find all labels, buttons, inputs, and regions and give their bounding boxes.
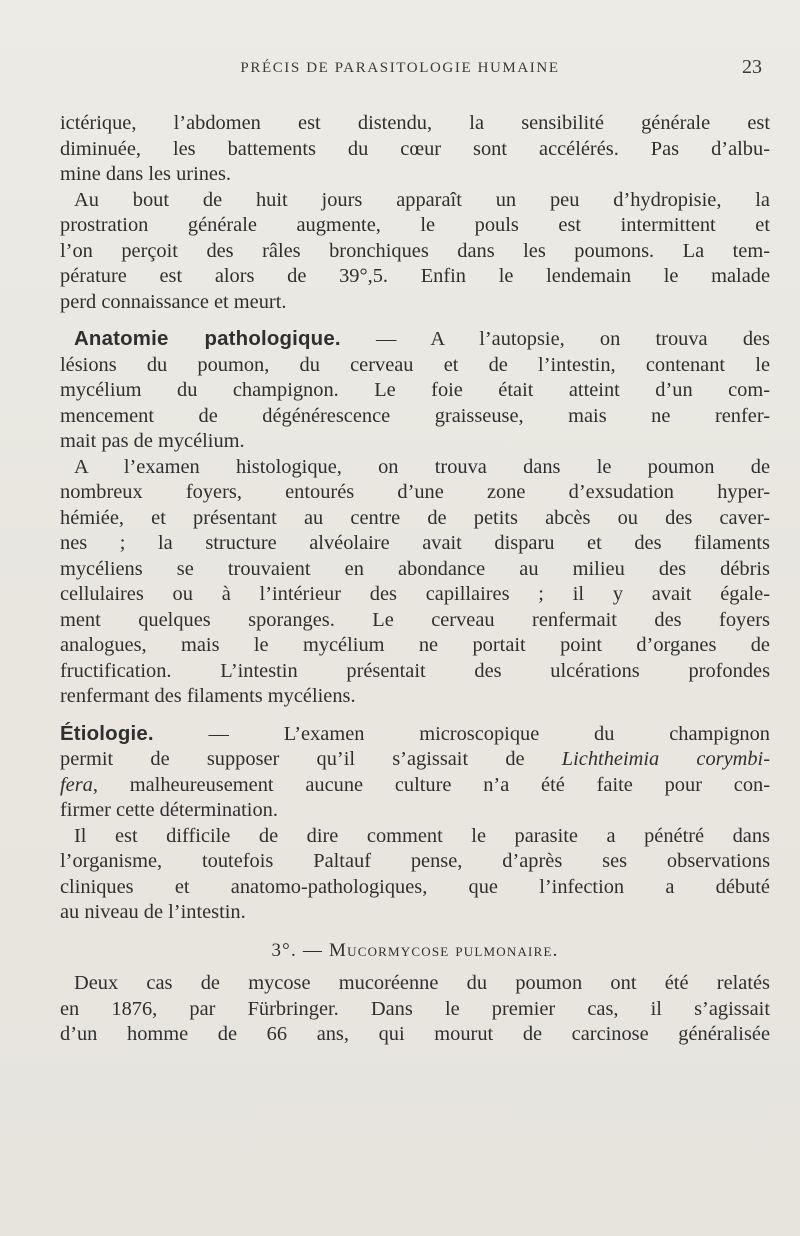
text-line: perd connaissance et meurt. xyxy=(60,290,287,313)
text-line: ment quelques sporanges. Le cerveau renfermait des foyers xyxy=(60,608,770,631)
paragraph-cases xyxy=(60,971,770,1048)
species-name: Lichtheimia corymbi- xyxy=(561,748,770,770)
chapter-title: Mucormycose pulmonaire. xyxy=(329,939,559,961)
section-heading-etiologie: Étiologie. xyxy=(60,722,154,745)
text-line xyxy=(60,773,770,799)
text-line: nes ; la structure alvéolaire avait disparu et des filaments xyxy=(60,532,770,554)
paragraph-symptoms xyxy=(60,111,770,188)
text-segment: — A l’autopsie, on trouva des xyxy=(340,328,770,350)
species-name-end: fera xyxy=(60,773,93,796)
text-line: l’on perçoit des râles bronchiques dans les poumons. La tem- xyxy=(60,239,770,262)
page-header xyxy=(0,56,800,84)
chapter-heading xyxy=(60,938,770,964)
section-heading-anatomie: Anatomie pathologique. xyxy=(74,328,341,350)
text-line: Deux cas de mycose mucoréenne du poumon ont été relatés xyxy=(74,972,770,994)
text-line: mait pas de mycélium. xyxy=(60,430,245,452)
paragraph-anatomie xyxy=(60,327,770,455)
text-line: diminuée, les battements du cœur sont accélérés. Pas d’albu- xyxy=(60,137,770,160)
text-line: ictérique, l’abdomen est distendu, la sensibilité générale est xyxy=(60,112,770,134)
text-line: pérature est alors de 39°,5. Enfin le lendemain le malade xyxy=(60,265,770,287)
running-title: PRÉCIS DE PARASITOLOGIE HUMAINE xyxy=(240,60,560,76)
text-line: mycéliens se trouvaient en abondance au milieu des débris xyxy=(60,557,770,580)
paragraph-histologie xyxy=(60,455,770,710)
chapter-number: 3°. — xyxy=(271,939,324,961)
text-line xyxy=(60,722,770,748)
text-line: firmer cette détermination. xyxy=(60,799,278,821)
text-segment: — L’examen microscopique du champignon xyxy=(153,722,770,745)
paragraph-etiologie xyxy=(60,722,770,824)
text-line: d’un homme de 66 ans, qui mourut de carcinose généralisée xyxy=(60,1023,770,1045)
text-line: hémiée, et présentant au centre de petits abcès ou des caver- xyxy=(60,506,770,529)
body-text xyxy=(60,111,770,1048)
text-line: analogues, mais le mycélium ne portait point d’organes de xyxy=(60,634,770,656)
text-line: fructification. L’intestin présentait des ulcérations profondes xyxy=(60,659,770,682)
text-line: prostration générale augmente, le pouls est intermittent et xyxy=(60,214,770,236)
text-line: Au bout de huit jours apparaît un peu d’hydropisie, la xyxy=(74,188,770,211)
text-segment: , malheureusement aucune culture n’a été faite pour con- xyxy=(92,773,770,796)
text-line: mycélium du champignon. Le foie était atteint d’un com- xyxy=(60,379,770,401)
text-line xyxy=(60,747,770,773)
text-line: Il est difficile de dire comment le parasite a pénétré dans xyxy=(74,824,770,847)
page-number: 23 xyxy=(742,56,762,78)
text-line: cliniques et anatomo-pathologiques, que l’infection a débuté xyxy=(60,875,770,898)
text-line: A l’examen histologique, on trouva dans le poumon de xyxy=(74,455,770,478)
text-line: l’organisme, toutefois Paltauf pense, d’après ses observations xyxy=(60,850,770,872)
text-line: renfermant des filaments mycéliens. xyxy=(60,685,356,707)
paragraph-parasite xyxy=(60,824,770,926)
text-line xyxy=(60,327,770,353)
text-line: mencement de dégénérescence graisseuse, mais ne renfer- xyxy=(60,404,770,427)
text-line: mine dans les urines. xyxy=(60,163,232,185)
paragraph-evolution xyxy=(60,188,770,316)
text-line: au niveau de l’intestin. xyxy=(60,901,246,923)
text-line: lésions du poumon, du cerveau et de l’intestin, contenant le xyxy=(60,353,770,376)
text-line: cellulaires ou à l’intérieur des capillaires ; il y avait égale- xyxy=(60,583,770,605)
text-line: en 1876, par Fürbringer. Dans le premier cas, il s’agissait xyxy=(60,997,770,1020)
text-line: nombreux foyers, entourés d’une zone d’exsudation hyper- xyxy=(60,481,770,503)
text-segment: permit de supposer qu’il s’agissait de xyxy=(60,748,562,770)
